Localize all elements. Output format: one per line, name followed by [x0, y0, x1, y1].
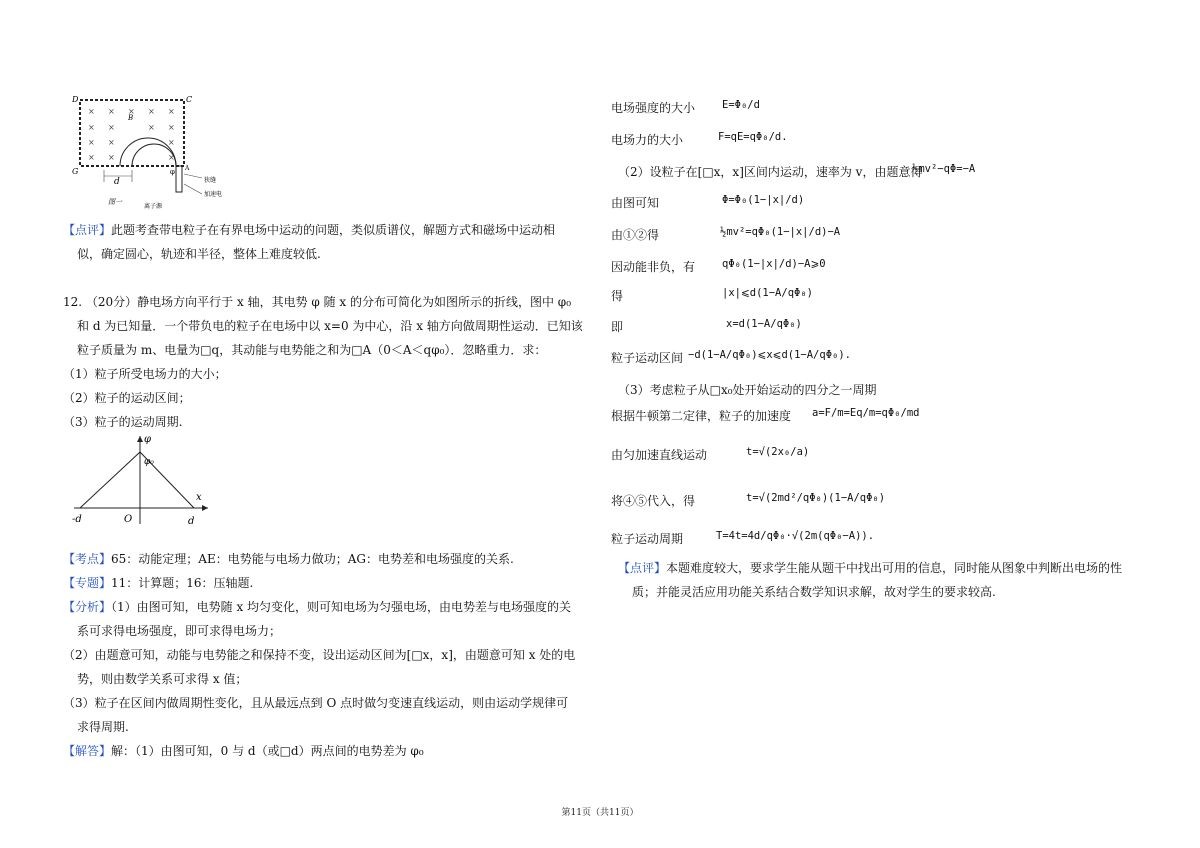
fenxi-tag: 【分析】 — [63, 600, 112, 614]
r2-label: 电场力的大小 — [611, 133, 684, 147]
figure-one-diagram — [68, 92, 228, 212]
graph-pos-d: d — [188, 516, 195, 527]
fig1-label-dim: d — [114, 177, 120, 187]
r11-formula: a=F/m=Eq/m=qΦ₀/md — [812, 407, 920, 419]
r5-label: 由①②得 — [611, 228, 660, 242]
r13-label: 将④⑤代入，得 — [611, 494, 696, 508]
zhuanti-text: 11：计算题；16：压轴题. — [111, 576, 254, 590]
fig1-label-a: A — [185, 165, 190, 172]
zhuanti-tag: 【专题】 — [63, 576, 112, 590]
kaodian-text: 65：动能定理；AE：电势能与电场力做功；AG：电势差和电场强度的关系. — [111, 552, 514, 566]
fig1-corner-g: G — [72, 167, 79, 176]
fig1-label-phi: φ — [170, 168, 175, 176]
svg-text:×: × — [148, 107, 155, 116]
svg-text:×: × — [88, 138, 95, 147]
r5-formula: ½mv²=qΦ₀(1−|x|/d)−A — [720, 226, 841, 238]
graph-y-label: φ — [144, 434, 152, 445]
svg-text:×: × — [108, 123, 115, 132]
fenxi-line-2: 系可求得电场强度，即可求得电场力； — [77, 624, 282, 638]
review-1-tag: 【点评】 — [63, 223, 112, 237]
review-2-line-1 — [618, 556, 1122, 580]
review-section-2 — [618, 556, 1122, 604]
q12-line-2: 和 d 为已知量．一个带负电的粒子在电场中以 x=0 为中心，沿 x 轴方向做周期性运动．已知该 — [77, 319, 583, 333]
review-2-text-1: 本题难度较大，要求学生能从题干中找出可用的信息，同时能从图象中判断出电场的性 — [666, 561, 1123, 575]
graph-peak-label: φ₀ — [144, 457, 154, 467]
fenxi-line-3: （2）由题意可知，动能与电势能之和保持不变，设出运动区间为[□x，x]，由题意可知 x 处的电 — [63, 648, 576, 662]
r13-formula: t=√(2md²/qΦ₀)(1−A/qΦ₀) — [746, 492, 886, 504]
r2-formula: F=qE=qΦ₀/d. — [718, 131, 788, 143]
jieda-line — [63, 739, 575, 763]
svg-text:×: × — [108, 107, 115, 116]
svg-text:×: × — [88, 153, 95, 162]
analysis-section — [63, 547, 575, 763]
r14-label: 粒子运动周期 — [611, 532, 684, 546]
fig1-corner-d: D — [72, 95, 79, 104]
fenxi-line-6: 求得周期. — [77, 720, 129, 734]
r12-formula: t=√(2x₀/a) — [746, 446, 810, 458]
r14-formula: T=4t=4d/qΦ₀·√(2m(qΦ₀−A)). — [716, 530, 875, 542]
r6-formula: qΦ₀(1−|x|/d)−A⩾0 — [722, 258, 826, 270]
fenxi-line-4: 势，则由数学关系可求得 x 值； — [77, 672, 248, 686]
svg-text:×: × — [88, 107, 95, 116]
r1-formula: E=Φ₀/d — [722, 99, 760, 111]
fig1-label-slit: 狭缝 — [204, 177, 217, 184]
svg-text:×: × — [168, 153, 175, 162]
potential-graph — [68, 432, 218, 528]
svg-text:×: × — [108, 153, 115, 162]
question-12 — [63, 290, 583, 434]
svg-text:×: × — [168, 123, 175, 132]
review-1-line-2: 似，确定圆心，轨迹和半径，整体上难度较低. — [77, 247, 321, 261]
r6-label: 因动能非负，有 — [611, 260, 696, 274]
svg-text:×: × — [168, 138, 175, 147]
r11-label: 根据牛顿第二定律，粒子的加速度 — [611, 409, 792, 423]
q12-line-3: 粒子质量为 m、电量为□q，其动能与电势能之和为□A（0＜A＜qφ₀）．忽略重力．求： — [77, 343, 547, 357]
fig1-caption: 图一 — [108, 198, 122, 206]
review-section-1 — [63, 218, 555, 266]
r9-formula: −d(1−A/qΦ₀)⩽x⩽d(1−A/qΦ₀). — [688, 349, 851, 361]
review-1-text-1: 此题考查带电粒子在有界电场中运动的问题，类似质谱仪，解题方式和磁场中运动相 — [111, 223, 556, 237]
fenxi-line-5: （3）粒子在区间内做周期性变化，且从最远点到 O 点时做匀变速直线运动，则由运动学规律可 — [63, 696, 569, 710]
r12-label: 由匀加速直线运动 — [611, 448, 708, 462]
review-1-line-1 — [63, 218, 555, 242]
r4-label: 由图可知 — [611, 196, 660, 210]
graph-x-label: x — [196, 492, 202, 503]
r1-label: 电场强度的大小 — [611, 101, 696, 115]
svg-text:×: × — [128, 107, 135, 116]
r8-label: 即 — [611, 320, 624, 334]
graph-neg-d: -d — [72, 514, 82, 525]
r9-label: 粒子运动区间 — [611, 351, 684, 365]
kaodian-line — [63, 547, 575, 571]
r8-formula: x=d(1−A/qΦ₀) — [726, 318, 802, 330]
page-footer: 第11页（共11页） — [561, 808, 639, 818]
q12-sub-2: （2）粒子的运动区间； — [63, 391, 191, 405]
r10-label: （3）考虑粒子从□x₀处开始运动的四分之一周期 — [618, 383, 877, 397]
r7-label: 得 — [611, 289, 624, 303]
fig1-corner-c: C — [186, 95, 193, 104]
fenxi-text-1: （1）由图可知，电势随 x 均匀变化，则可知电场为匀强电场，由电势差与电场强度的关 — [111, 600, 572, 614]
review-2-line-2: 质；并能灵活应用功能关系结合数学知识求解，故对学生的要求较高. — [632, 585, 996, 599]
fig1-label-source: 离子源 — [144, 203, 163, 210]
zhuanti-line — [63, 571, 575, 595]
q12-line-1: 12. （20分）静电场方向平行于 x 轴，其电势 φ 随 x 的分布可简化为如图所示的折线，图中 φ₀ — [63, 295, 572, 309]
q12-sub-1: （1）粒子所受电场力的大小； — [63, 367, 227, 381]
review-2-tag: 【点评】 — [618, 561, 667, 575]
q12-sub-3: （3）粒子的运动周期. — [63, 415, 183, 429]
r3-label: （2）设粒子在[□x，x]区间内运动，速率为 v，由题意得 — [618, 165, 923, 179]
svg-text:×: × — [88, 123, 95, 132]
fenxi-line-1 — [63, 595, 575, 619]
svg-text:×: × — [168, 107, 175, 116]
r4-formula: Φ=Φ₀(1−|x|/d) — [722, 194, 805, 206]
kaodian-tag: 【考点】 — [63, 552, 112, 566]
r3-formula: ½mv²−qΦ=−A — [912, 163, 976, 175]
jieda-tag: 【解答】 — [63, 744, 112, 758]
r7-formula: |x|⩽d(1−A/qΦ₀) — [722, 287, 813, 299]
graph-origin: O — [124, 514, 133, 525]
fig1-label-b: B — [128, 114, 134, 122]
fig1-label-accel: 加速电 — [204, 191, 223, 198]
svg-text:×: × — [108, 138, 115, 147]
jieda-text: 解：（1）由图可知，0 与 d（或□d）两点间的电势差为 φ₀ — [111, 744, 424, 758]
svg-text:×: × — [148, 123, 155, 132]
